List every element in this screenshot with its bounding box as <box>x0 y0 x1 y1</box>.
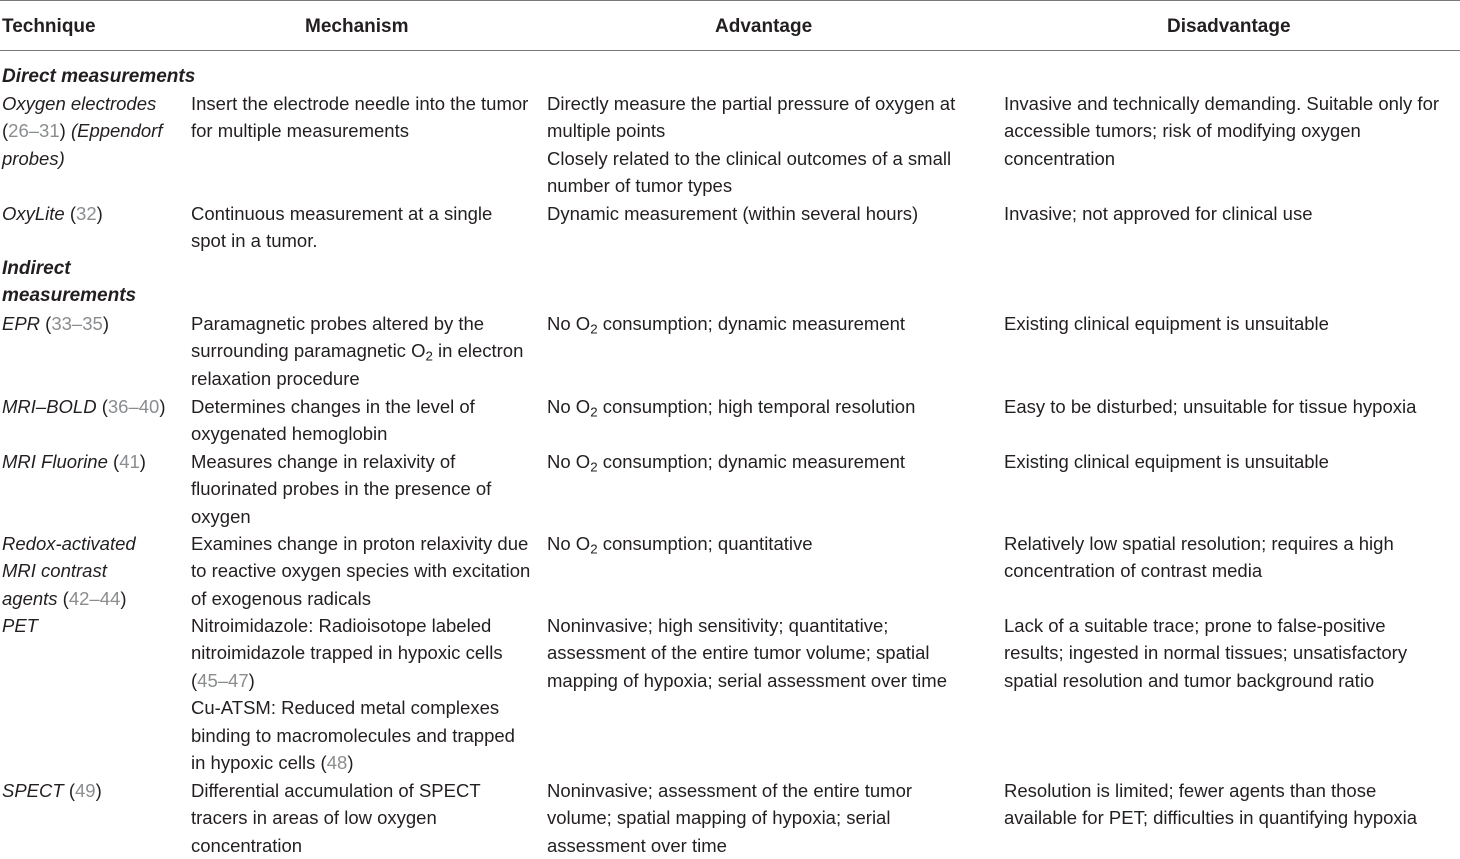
disadvantage-cell: Invasive; not approved for clinical use <box>1004 203 1313 224</box>
reference-link[interactable]: 48 <box>326 752 348 774</box>
technique-cell: Oxygen electrodes (26–31) (Eppendorf probes) <box>2 93 163 169</box>
disadvantage-cell: Lack of a suitable trace; prone to false-positive results; ingested in normal tissues; unsatisfactory spatial resolution and tumor background ratio <box>1004 615 1408 691</box>
technique-cell: MRI Fluorine (41) <box>2 451 146 472</box>
disadvantage-cell: Existing clinical equipment is unsuitable <box>1004 451 1329 472</box>
reference-link[interactable]: 41 <box>119 451 140 472</box>
mechanism-cell: Paramagnetic probes altered by the surrounding paramagnetic $O_2$ in electron relaxation procedure <box>191 313 524 389</box>
advantage-cell <box>547 90 987 200</box>
technique-subtitle: (Eppendorf probes) <box>2 120 163 169</box>
reference-link[interactable]: 49 <box>75 780 96 801</box>
mechanism-cell: Insert the electrode needle into the tumor for multiple measurements <box>191 93 529 142</box>
technique-name: MRI Fluorine <box>2 451 108 472</box>
advantage-cell: Noninvasive; high sensitivity; quantitative; assessment of the entire tumor volume; spatial mapping of hypoxia; serial assessment over time <box>547 615 947 691</box>
technique-name: OxyLite <box>2 203 65 224</box>
column-header-advantage: Advantage <box>715 16 813 37</box>
mechanism-cell: Differential accumulation of SPECT tracers in areas of low oxygen concentration <box>191 780 481 856</box>
technique-name: Redox-activated MRI contrast agents <box>2 533 136 609</box>
disadvantage-cell: Existing clinical equipment is unsuitable <box>1004 313 1329 334</box>
technique-cell: SPECT (49) <box>2 780 102 801</box>
advantage-cell: Noninvasive; assessment of the entire tumor volume; spatial mapping of hypoxia; serial assessment over time <box>547 780 913 856</box>
disadvantage-cell: Invasive and technically demanding. Suitable only for accessible tumors; risk of modifying oxygen concentration <box>1004 93 1440 169</box>
mechanism-text: Nitroimidazole: Radioisotope labeled nitroimidazole trapped in hypoxic cells (45–47) <box>191 615 503 691</box>
disadvantage-cell: Resolution is limited; fewer agents than those available for PET; difficulties in quantifying hypoxia <box>1004 780 1418 829</box>
technique-cell <box>2 612 182 639</box>
column-header-technique: Technique <box>2 16 96 37</box>
technique-name: EPR <box>2 313 41 334</box>
technique-cell: Redox-activated MRI contrast agents (42–44) <box>2 533 136 609</box>
technique-name: PET <box>2 615 38 636</box>
mechanism-text: Cu-ATSM: Reduced metal complexes binding to macromolecules and trapped in hypoxic cells (48) <box>191 697 515 774</box>
technique-name: Oxygen electrodes <box>2 93 157 114</box>
mechanism-cell: Measures change in relaxivity of fluorinated probes in the presence of oxygen <box>191 451 492 527</box>
advantage-cell: No $O_2$ consumption; quantitative <box>547 533 813 557</box>
reference-link[interactable]: 36–40 <box>107 396 160 417</box>
section-heading-text: Indirect <box>2 258 71 279</box>
disadvantage-cell: Relatively low spatial resolution; requires a high concentration of contrast media <box>1004 533 1394 582</box>
technique-cell: OxyLite (32) <box>2 203 103 224</box>
reference-link[interactable]: 33–35 <box>51 313 103 334</box>
column-header-mechanism: Mechanism <box>305 16 409 37</box>
column-header-disadvantage: Disadvantage <box>1167 16 1291 37</box>
advantage-cell: No $O_2$ consumption; high temporal resolution <box>547 396 916 420</box>
table-header-rule <box>0 50 1460 51</box>
table-top-rule <box>0 0 1460 1</box>
section-heading-text: measurements <box>2 285 137 307</box>
reference-link[interactable]: 26–31 <box>8 120 60 142</box>
technique-name: SPECT <box>2 780 64 801</box>
section-heading-indirect <box>2 255 136 310</box>
technique-cell: EPR (33–35) <box>2 313 109 334</box>
technique-name: MRI–BOLD <box>2 396 97 417</box>
advantage-text: Directly measure the partial pressure of oxygen at multiple points <box>547 93 956 142</box>
disadvantage-cell: Easy to be disturbed; unsuitable for tissue hypoxia <box>1004 396 1417 417</box>
mechanism-cell: Determines changes in the level of oxygenated hemoglobin <box>191 396 475 445</box>
reference-link[interactable]: 32 <box>76 203 97 224</box>
reference-link[interactable]: 42–44 <box>68 587 121 609</box>
reference-link[interactable]: 45–47 <box>197 669 249 691</box>
advantage-text: Closely related to the clinical outcomes of a small number of tumor types <box>547 147 952 197</box>
advantage-cell: No $O_2$ consumption; dynamic measurement <box>547 313 906 337</box>
mechanism-cell: Examines change in proton relaxivity due to reactive oxygen species with excitation of exogenous radicals <box>191 533 531 609</box>
mechanism-cell <box>191 612 531 776</box>
mechanism-cell: Continuous measurement at a single spot in a tumor. <box>191 203 493 252</box>
section-heading-direct: Direct measurements <box>2 66 196 87</box>
technique-cell: MRI–BOLD (36–40) <box>2 396 166 417</box>
advantage-cell: Dynamic measurement (within several hours) <box>547 203 919 224</box>
advantage-cell: No $O_2$ consumption; dynamic measurement <box>547 451 906 475</box>
